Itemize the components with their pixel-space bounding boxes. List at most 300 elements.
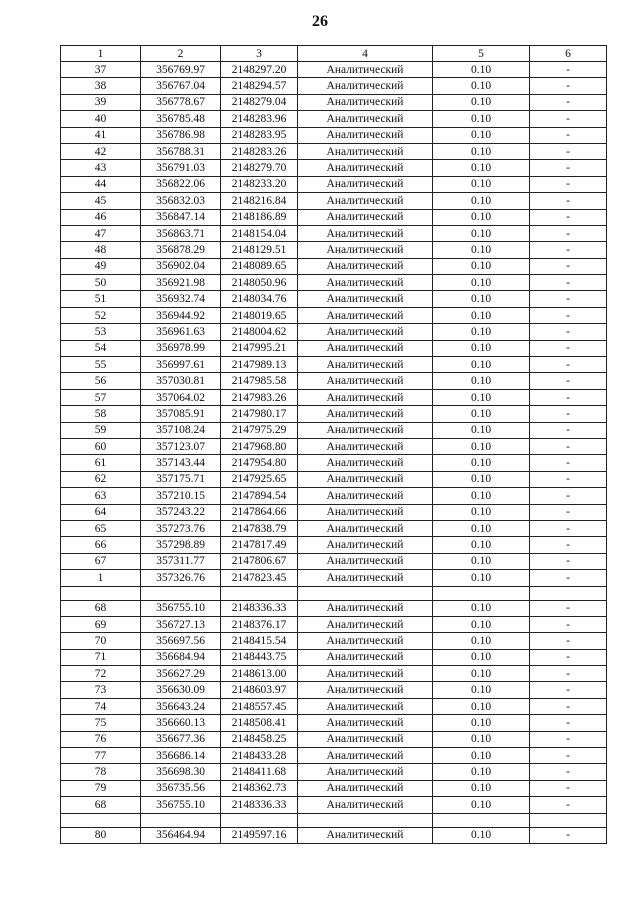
- method-cell: Аналитический: [298, 553, 433, 569]
- x-coordinate-cell: 356755.10: [141, 797, 221, 813]
- column-header-5: 5: [433, 46, 530, 62]
- accuracy-cell: 0.10: [433, 422, 530, 438]
- accuracy-cell: 0.10: [433, 209, 530, 225]
- note-cell: -: [530, 258, 607, 274]
- method-cell: Аналитический: [298, 537, 433, 553]
- accuracy-cell: 0.10: [433, 504, 530, 520]
- note-cell: -: [530, 504, 607, 520]
- y-coordinate-cell: 2147980.17: [221, 406, 298, 422]
- note-cell: -: [530, 520, 607, 536]
- y-coordinate-cell: 2148216.84: [221, 193, 298, 209]
- y-coordinate-cell: 2147823.45: [221, 570, 298, 586]
- note-cell: -: [530, 764, 607, 780]
- table-row: [61, 291, 607, 307]
- method-cell: Аналитический: [298, 291, 433, 307]
- x-coordinate-cell: 357123.07: [141, 438, 221, 454]
- point-number-cell: 43: [61, 160, 141, 176]
- x-coordinate-cell: 356902.04: [141, 258, 221, 274]
- table-row: [61, 827, 607, 843]
- point-number-cell: 55: [61, 357, 141, 373]
- accuracy-cell: 0.10: [433, 455, 530, 471]
- method-cell: Аналитический: [298, 600, 433, 616]
- x-coordinate-cell: 357243.22: [141, 504, 221, 520]
- point-number-cell: 57: [61, 389, 141, 405]
- table-row: [61, 488, 607, 504]
- point-number-cell: 54: [61, 340, 141, 356]
- point-number-cell: 51: [61, 291, 141, 307]
- table-row: [61, 143, 607, 159]
- accuracy-cell: 0.10: [433, 78, 530, 94]
- note-cell: -: [530, 488, 607, 504]
- x-coordinate-cell: 356822.06: [141, 176, 221, 192]
- y-coordinate-cell: 2148433.28: [221, 748, 298, 764]
- note-cell: -: [530, 827, 607, 843]
- note-cell: -: [530, 731, 607, 747]
- method-cell: Аналитический: [298, 275, 433, 291]
- method-cell: Аналитический: [298, 797, 433, 813]
- point-number-cell: 65: [61, 520, 141, 536]
- y-coordinate-cell: 2148186.89: [221, 209, 298, 225]
- table-row: [61, 225, 607, 241]
- method-cell: Аналитический: [298, 176, 433, 192]
- note-cell: -: [530, 780, 607, 796]
- point-number-cell: 75: [61, 715, 141, 731]
- table-row: [61, 78, 607, 94]
- point-number-cell: 41: [61, 127, 141, 143]
- point-number-cell: 59: [61, 422, 141, 438]
- empty-cell: [61, 586, 141, 600]
- note-cell: -: [530, 715, 607, 731]
- note-cell: -: [530, 373, 607, 389]
- table-row: [61, 111, 607, 127]
- method-cell: Аналитический: [298, 193, 433, 209]
- x-coordinate-cell: 357143.44: [141, 455, 221, 471]
- note-cell: -: [530, 649, 607, 665]
- y-coordinate-cell: 2148004.62: [221, 324, 298, 340]
- note-cell: -: [530, 242, 607, 258]
- point-number-cell: 58: [61, 406, 141, 422]
- accuracy-cell: 0.10: [433, 797, 530, 813]
- table-row: [61, 242, 607, 258]
- note-cell: -: [530, 633, 607, 649]
- empty-cell: [298, 586, 433, 600]
- point-number-cell: 39: [61, 94, 141, 110]
- column-header-1: 1: [61, 46, 141, 62]
- point-number-cell: 46: [61, 209, 141, 225]
- note-cell: -: [530, 291, 607, 307]
- accuracy-cell: 0.10: [433, 488, 530, 504]
- table-row: [61, 324, 607, 340]
- accuracy-cell: 0.10: [433, 176, 530, 192]
- x-coordinate-cell: 357326.76: [141, 570, 221, 586]
- point-number-cell: 61: [61, 455, 141, 471]
- x-coordinate-cell: 357175.71: [141, 471, 221, 487]
- point-number-cell: 40: [61, 111, 141, 127]
- y-coordinate-cell: 2148603.97: [221, 682, 298, 698]
- accuracy-cell: 0.10: [433, 570, 530, 586]
- table-row: [61, 731, 607, 747]
- x-coordinate-cell: 357311.77: [141, 553, 221, 569]
- y-coordinate-cell: 2148279.04: [221, 94, 298, 110]
- x-coordinate-cell: 356643.24: [141, 698, 221, 714]
- y-coordinate-cell: 2148279.70: [221, 160, 298, 176]
- accuracy-cell: 0.10: [433, 94, 530, 110]
- x-coordinate-cell: 356684.94: [141, 649, 221, 665]
- point-number-cell: 50: [61, 275, 141, 291]
- x-coordinate-cell: 356677.36: [141, 731, 221, 747]
- y-coordinate-cell: 2147983.26: [221, 389, 298, 405]
- empty-cell: [530, 586, 607, 600]
- method-cell: Аналитический: [298, 715, 433, 731]
- x-coordinate-cell: 356697.56: [141, 633, 221, 649]
- y-coordinate-cell: 2148336.33: [221, 600, 298, 616]
- note-cell: -: [530, 406, 607, 422]
- y-coordinate-cell: 2147954.80: [221, 455, 298, 471]
- y-coordinate-cell: 2147968.80: [221, 438, 298, 454]
- method-cell: Аналитический: [298, 78, 433, 94]
- table-row: [61, 600, 607, 616]
- x-coordinate-cell: 357030.81: [141, 373, 221, 389]
- y-coordinate-cell: 2148019.65: [221, 307, 298, 323]
- method-cell: Аналитический: [298, 111, 433, 127]
- accuracy-cell: 0.10: [433, 193, 530, 209]
- table-row: [61, 209, 607, 225]
- x-coordinate-cell: 357298.89: [141, 537, 221, 553]
- accuracy-cell: 0.10: [433, 438, 530, 454]
- y-coordinate-cell: 2147995.21: [221, 340, 298, 356]
- note-cell: -: [530, 553, 607, 569]
- group-separator-row: [61, 586, 607, 600]
- accuracy-cell: 0.10: [433, 780, 530, 796]
- table-row: [61, 633, 607, 649]
- method-cell: Аналитический: [298, 373, 433, 389]
- accuracy-cell: 0.10: [433, 553, 530, 569]
- table-row: [61, 438, 607, 454]
- y-coordinate-cell: 2148613.00: [221, 666, 298, 682]
- point-number-cell: 60: [61, 438, 141, 454]
- point-number-cell: 71: [61, 649, 141, 665]
- method-cell: Аналитический: [298, 520, 433, 536]
- accuracy-cell: 0.10: [433, 242, 530, 258]
- method-cell: Аналитический: [298, 340, 433, 356]
- accuracy-cell: 0.10: [433, 633, 530, 649]
- point-number-cell: 42: [61, 143, 141, 159]
- note-cell: -: [530, 666, 607, 682]
- note-cell: -: [530, 275, 607, 291]
- point-number-cell: 48: [61, 242, 141, 258]
- table-body: [61, 62, 607, 844]
- note-cell: -: [530, 357, 607, 373]
- method-cell: Аналитический: [298, 438, 433, 454]
- table-row: [61, 422, 607, 438]
- table-row: [61, 715, 607, 731]
- table-row: [61, 504, 607, 520]
- point-number-cell: 73: [61, 682, 141, 698]
- method-cell: Аналитический: [298, 127, 433, 143]
- method-cell: Аналитический: [298, 160, 433, 176]
- y-coordinate-cell: 2147838.79: [221, 520, 298, 536]
- method-cell: Аналитический: [298, 504, 433, 520]
- accuracy-cell: 0.10: [433, 764, 530, 780]
- point-number-cell: 68: [61, 600, 141, 616]
- point-number-cell: 44: [61, 176, 141, 192]
- method-cell: Аналитический: [298, 406, 433, 422]
- accuracy-cell: 0.10: [433, 520, 530, 536]
- y-coordinate-cell: 2148297.20: [221, 62, 298, 78]
- table-row: [61, 764, 607, 780]
- y-coordinate-cell: 2147985.58: [221, 373, 298, 389]
- note-cell: -: [530, 160, 607, 176]
- method-cell: Аналитический: [298, 649, 433, 665]
- method-cell: Аналитический: [298, 570, 433, 586]
- method-cell: Аналитический: [298, 62, 433, 78]
- table-row: [61, 127, 607, 143]
- x-coordinate-cell: 356735.56: [141, 780, 221, 796]
- page-number: 26: [312, 13, 328, 30]
- point-number-cell: 72: [61, 666, 141, 682]
- table-row: [61, 275, 607, 291]
- table-row: [61, 307, 607, 323]
- table-row: [61, 62, 607, 78]
- column-header-6: 6: [530, 46, 607, 62]
- table-row: [61, 570, 607, 586]
- x-coordinate-cell: 356832.03: [141, 193, 221, 209]
- point-number-cell: 56: [61, 373, 141, 389]
- y-coordinate-cell: 2148336.33: [221, 797, 298, 813]
- accuracy-cell: 0.10: [433, 160, 530, 176]
- method-cell: Аналитический: [298, 389, 433, 405]
- point-number-cell: 76: [61, 731, 141, 747]
- method-cell: Аналитический: [298, 471, 433, 487]
- table-row: [61, 389, 607, 405]
- x-coordinate-cell: 356660.13: [141, 715, 221, 731]
- method-cell: Аналитический: [298, 827, 433, 843]
- x-coordinate-cell: 357210.15: [141, 488, 221, 504]
- point-number-cell: 80: [61, 827, 141, 843]
- table-row: [61, 160, 607, 176]
- empty-cell: [221, 586, 298, 600]
- x-coordinate-cell: 356878.29: [141, 242, 221, 258]
- accuracy-cell: 0.10: [433, 649, 530, 665]
- y-coordinate-cell: 2148129.51: [221, 242, 298, 258]
- y-coordinate-cell: 2149597.16: [221, 827, 298, 843]
- empty-cell: [298, 813, 433, 827]
- note-cell: -: [530, 389, 607, 405]
- accuracy-cell: 0.10: [433, 291, 530, 307]
- accuracy-cell: 0.10: [433, 537, 530, 553]
- x-coordinate-cell: 356767.04: [141, 78, 221, 94]
- note-cell: -: [530, 600, 607, 616]
- x-coordinate-cell: 356778.67: [141, 94, 221, 110]
- point-number-cell: 79: [61, 780, 141, 796]
- table-row: [61, 258, 607, 274]
- table-row: [61, 616, 607, 632]
- table-row: [61, 553, 607, 569]
- y-coordinate-cell: 2147864.66: [221, 504, 298, 520]
- x-coordinate-cell: 356978.99: [141, 340, 221, 356]
- x-coordinate-cell: 356698.30: [141, 764, 221, 780]
- note-cell: -: [530, 307, 607, 323]
- y-coordinate-cell: 2148443.75: [221, 649, 298, 665]
- note-cell: -: [530, 616, 607, 632]
- method-cell: Аналитический: [298, 143, 433, 159]
- y-coordinate-cell: 2148458.25: [221, 731, 298, 747]
- table-row: [61, 520, 607, 536]
- note-cell: -: [530, 324, 607, 340]
- empty-cell: [61, 813, 141, 827]
- y-coordinate-cell: 2148283.96: [221, 111, 298, 127]
- method-cell: Аналитический: [298, 633, 433, 649]
- table-row: [61, 357, 607, 373]
- accuracy-cell: 0.10: [433, 373, 530, 389]
- method-cell: Аналитический: [298, 748, 433, 764]
- x-coordinate-cell: 356786.98: [141, 127, 221, 143]
- table-row: [61, 537, 607, 553]
- table-row: [61, 94, 607, 110]
- point-number-cell: 66: [61, 537, 141, 553]
- point-number-cell: 69: [61, 616, 141, 632]
- x-coordinate-cell: 356961.63: [141, 324, 221, 340]
- y-coordinate-cell: 2148411.68: [221, 764, 298, 780]
- accuracy-cell: 0.10: [433, 682, 530, 698]
- point-number-cell: 52: [61, 307, 141, 323]
- x-coordinate-cell: 356863.71: [141, 225, 221, 241]
- method-cell: Аналитический: [298, 94, 433, 110]
- point-number-cell: 62: [61, 471, 141, 487]
- accuracy-cell: 0.10: [433, 357, 530, 373]
- y-coordinate-cell: 2148508.41: [221, 715, 298, 731]
- note-cell: -: [530, 340, 607, 356]
- note-cell: -: [530, 209, 607, 225]
- accuracy-cell: 0.10: [433, 666, 530, 682]
- table-row: [61, 373, 607, 389]
- method-cell: Аналитический: [298, 616, 433, 632]
- table-row: [61, 698, 607, 714]
- empty-cell: [141, 586, 221, 600]
- point-number-cell: 47: [61, 225, 141, 241]
- note-cell: -: [530, 78, 607, 94]
- accuracy-cell: 0.10: [433, 698, 530, 714]
- accuracy-cell: 0.10: [433, 827, 530, 843]
- point-number-cell: 68: [61, 797, 141, 813]
- note-cell: -: [530, 62, 607, 78]
- accuracy-cell: 0.10: [433, 127, 530, 143]
- column-header-3: 3: [221, 46, 298, 62]
- y-coordinate-cell: 2148233.20: [221, 176, 298, 192]
- y-coordinate-cell: 2147989.13: [221, 357, 298, 373]
- y-coordinate-cell: 2148362.73: [221, 780, 298, 796]
- y-coordinate-cell: 2148283.95: [221, 127, 298, 143]
- accuracy-cell: 0.10: [433, 715, 530, 731]
- x-coordinate-cell: 357064.02: [141, 389, 221, 405]
- column-header-4: 4: [298, 46, 433, 62]
- x-coordinate-cell: 356630.09: [141, 682, 221, 698]
- empty-cell: [433, 586, 530, 600]
- table-row: [61, 340, 607, 356]
- table-row: [61, 748, 607, 764]
- accuracy-cell: 0.10: [433, 389, 530, 405]
- point-number-cell: 70: [61, 633, 141, 649]
- y-coordinate-cell: 2148557.45: [221, 698, 298, 714]
- y-coordinate-cell: 2148283.26: [221, 143, 298, 159]
- point-number-cell: 67: [61, 553, 141, 569]
- table-row: [61, 193, 607, 209]
- note-cell: -: [530, 537, 607, 553]
- accuracy-cell: 0.10: [433, 600, 530, 616]
- x-coordinate-cell: 356847.14: [141, 209, 221, 225]
- x-coordinate-cell: 356932.74: [141, 291, 221, 307]
- table-row: [61, 666, 607, 682]
- point-number-cell: 64: [61, 504, 141, 520]
- y-coordinate-cell: 2148415.54: [221, 633, 298, 649]
- x-coordinate-cell: 357273.76: [141, 520, 221, 536]
- note-cell: -: [530, 225, 607, 241]
- accuracy-cell: 0.10: [433, 111, 530, 127]
- accuracy-cell: 0.10: [433, 731, 530, 747]
- table-row: [61, 780, 607, 796]
- table-row: [61, 176, 607, 192]
- accuracy-cell: 0.10: [433, 307, 530, 323]
- x-coordinate-cell: 356769.97: [141, 62, 221, 78]
- method-cell: Аналитический: [298, 357, 433, 373]
- table-row: [61, 797, 607, 813]
- point-number-cell: 78: [61, 764, 141, 780]
- point-number-cell: 38: [61, 78, 141, 94]
- note-cell: -: [530, 111, 607, 127]
- y-coordinate-cell: 2148050.96: [221, 275, 298, 291]
- method-cell: Аналитический: [298, 209, 433, 225]
- y-coordinate-cell: 2148376.17: [221, 616, 298, 632]
- x-coordinate-cell: 357108.24: [141, 422, 221, 438]
- x-coordinate-cell: 356755.10: [141, 600, 221, 616]
- empty-cell: [141, 813, 221, 827]
- point-number-cell: 1: [61, 570, 141, 586]
- point-number-cell: 77: [61, 748, 141, 764]
- accuracy-cell: 0.10: [433, 143, 530, 159]
- accuracy-cell: 0.10: [433, 324, 530, 340]
- y-coordinate-cell: 2148089.65: [221, 258, 298, 274]
- method-cell: Аналитический: [298, 258, 433, 274]
- point-number-cell: 74: [61, 698, 141, 714]
- x-coordinate-cell: 356791.03: [141, 160, 221, 176]
- point-number-cell: 49: [61, 258, 141, 274]
- method-cell: Аналитический: [298, 242, 433, 258]
- method-cell: Аналитический: [298, 488, 433, 504]
- point-number-cell: 37: [61, 62, 141, 78]
- method-cell: Аналитический: [298, 455, 433, 471]
- table-row: [61, 649, 607, 665]
- x-coordinate-cell: 356944.92: [141, 307, 221, 323]
- empty-cell: [433, 813, 530, 827]
- x-coordinate-cell: 356997.61: [141, 357, 221, 373]
- table-row: [61, 406, 607, 422]
- table-row: [61, 455, 607, 471]
- point-number-cell: 53: [61, 324, 141, 340]
- note-cell: -: [530, 143, 607, 159]
- y-coordinate-cell: 2148034.76: [221, 291, 298, 307]
- note-cell: -: [530, 422, 607, 438]
- accuracy-cell: 0.10: [433, 748, 530, 764]
- note-cell: -: [530, 193, 607, 209]
- y-coordinate-cell: 2147817.49: [221, 537, 298, 553]
- method-cell: Аналитический: [298, 422, 433, 438]
- y-coordinate-cell: 2148154.04: [221, 225, 298, 241]
- note-cell: -: [530, 176, 607, 192]
- table-row: [61, 471, 607, 487]
- empty-cell: [221, 813, 298, 827]
- x-coordinate-cell: 356686.14: [141, 748, 221, 764]
- method-cell: Аналитический: [298, 731, 433, 747]
